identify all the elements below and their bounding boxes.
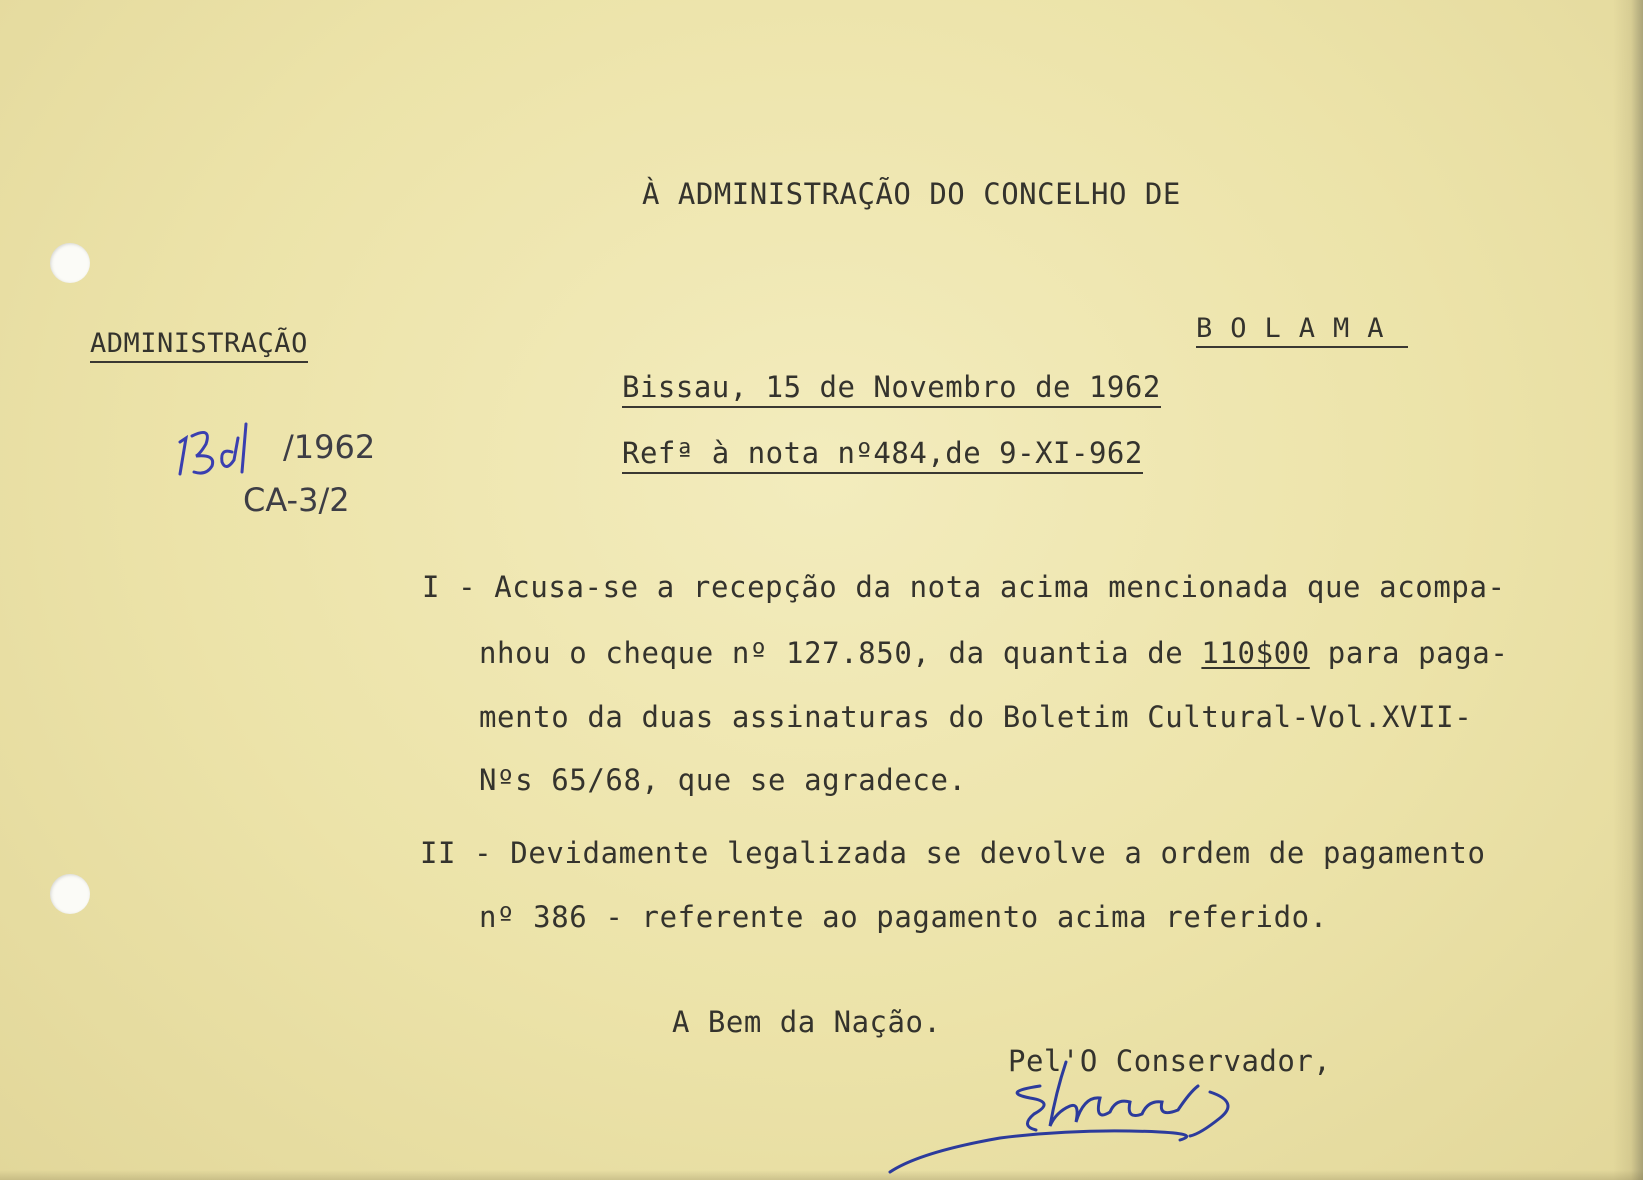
paper-bottom-shadow xyxy=(0,1170,1643,1180)
closing-salutation: A Bem da Nação. xyxy=(672,1005,942,1039)
item1-line2 xyxy=(479,636,1508,670)
item1-line1: I - Acusa-se a recepção da nota acima mencionada que acompa- xyxy=(422,570,1506,604)
reference-line: Refª à nota nº484,de 9-XI-962 xyxy=(622,436,1143,474)
punch-hole-bottom xyxy=(50,874,90,914)
sender-department: ADMINISTRAÇÃO xyxy=(90,328,308,363)
handwritten-signature xyxy=(880,1052,1360,1180)
item1-line3: mento da duas assinaturas do Boletim Cultural-Vol.XVII- xyxy=(479,700,1473,734)
addressee-line: À ADMINISTRAÇÃO DO CONCELHO DE xyxy=(642,177,1181,211)
item1-line4: Nºs 65/68, que se agradece. xyxy=(479,763,967,797)
item2-line2: nº 386 - referente ao pagamento acima referido. xyxy=(479,900,1328,934)
payment-amount: 110$00 xyxy=(1201,636,1310,670)
filing-year: /1962 xyxy=(283,428,376,466)
item2-line1: II - Devidamente legalizada se devolve a ordem de pagamento xyxy=(420,836,1486,870)
destination-city: BOLAMA xyxy=(1196,313,1408,348)
signer-title: Pel'O Conservador, xyxy=(1008,1044,1332,1078)
date-line: Bissau, 15 de Novembro de 1962 xyxy=(622,370,1161,408)
handwritten-filing-number xyxy=(172,418,272,478)
paper-edge-shadow xyxy=(1613,0,1643,1180)
punch-hole-top xyxy=(50,243,90,283)
item1-line2-before: nhou o cheque nº 127.850, da quantia de xyxy=(479,636,1202,670)
filing-code: CA-3/2 xyxy=(243,481,350,519)
item1-line2-after: para paga- xyxy=(1309,636,1509,670)
